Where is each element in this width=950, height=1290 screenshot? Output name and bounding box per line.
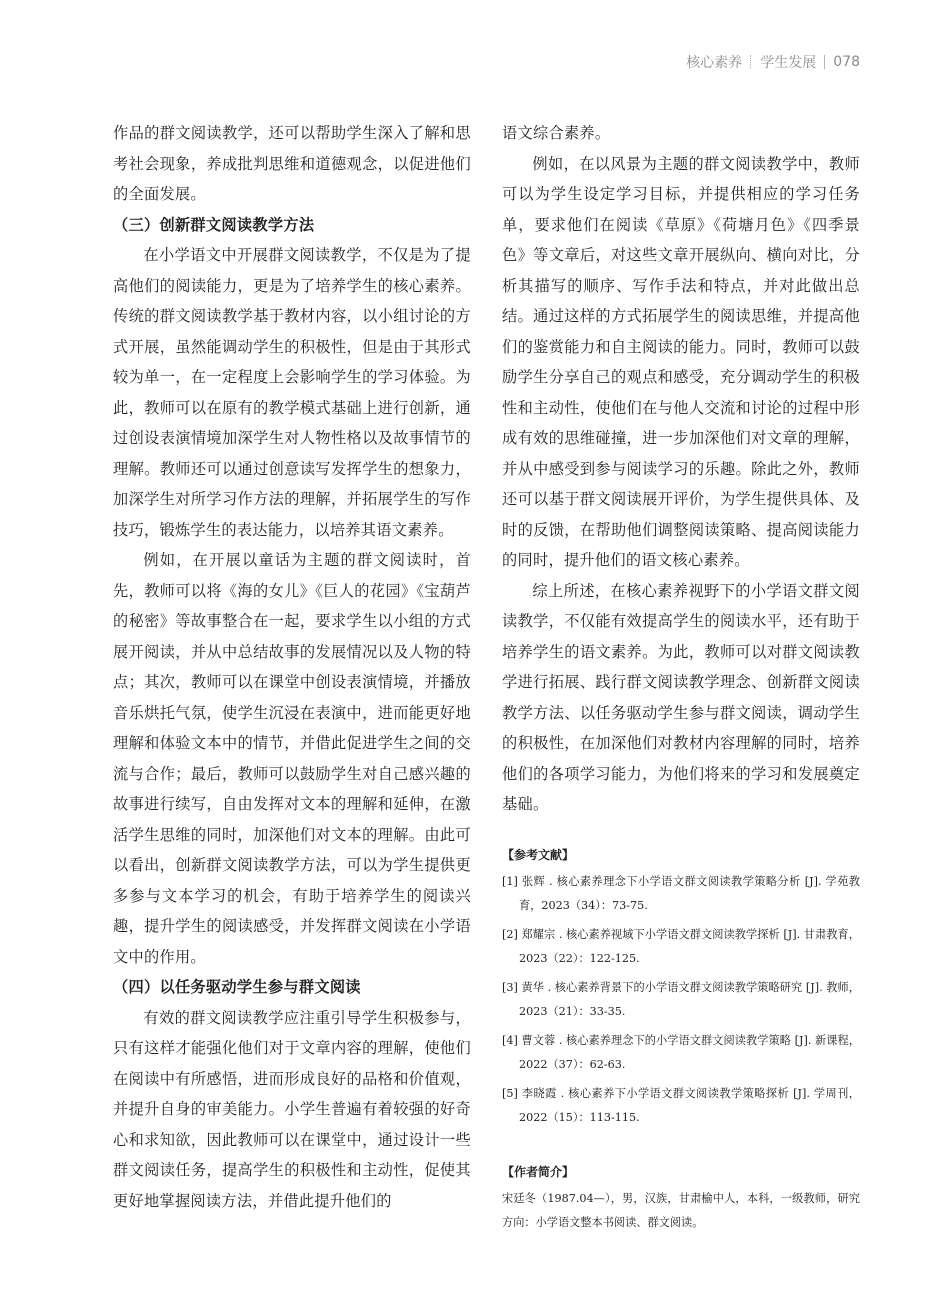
- subsection-label: 学生发展: [760, 55, 817, 71]
- paragraph: 例如，在开展以童话为主题的群文阅读时，首先，教师可以将《海的女儿》《巨人的花园》《宝葫芦的秘密》等故事整合在一起，要求学生以小组的方式展开阅读，并从中总结故事的发展情况以及人物的特点；其次，教师可以在课堂中创设表演情境，并播放音乐烘托气氛，使学生沉浸在表演中，进而能更好地理解和体验文本中的情节，并借此促进学生之间的交流与合作；最后，教师可以鼓励学生对自己感兴趣的故事进行续写，自由发挥对文本的理解和延伸，在激活学生思维的同时，加深他们对文本的理解。由此可以看出，创新群文阅读教学方法，可以为学生提供更多参与文本学习的机会，有助于培养学生的阅读兴趣，提升学生的阅读感受，并发挥群文阅读在小学语文中的作用。: [113, 551, 471, 966]
- left-column: [113, 118, 471, 1216]
- page-header: [686, 52, 860, 72]
- reference-item: [2] 郑耀宗 . 核心素养视域下小学语文群文阅读教学探析 [J]. 甘肃教育，2023（22）：122-125.: [502, 927, 860, 965]
- reference-item: [5] 李晓霞 . 核心素养下小学语文群文阅读教学策略探析 [J]. 学周刊，2022（15）：113-115.: [502, 1086, 860, 1124]
- reference-item: [3] 黄华 . 核心素养背景下的小学语文群文阅读教学策略研究 [J]. 教师，2023（21）：33-35.: [502, 980, 860, 1018]
- paragraph: 语文综合素养。: [502, 124, 611, 142]
- reference-item: [1] 张辉 . 核心素养理念下小学语文群文阅读教学策略分析 [J]. 学苑教育，2023（34）：73-75.: [502, 874, 860, 912]
- header-divider: [824, 55, 825, 69]
- author-title: 【作者简介】: [502, 1164, 575, 1179]
- author-bio: 宋廷冬（1987.04—），男，汉族，甘肃榆中人，本科，一级教师，研究方向：小学语文整本书阅读、群文阅读。: [502, 1191, 860, 1229]
- section-heading: （三）创新群文阅读教学方法: [113, 215, 315, 234]
- paragraph: 作品的群文阅读教学，还可以帮助学生深入了解和思考社会现象，养成批判思维和道德观念，以促进他们的全面发展。: [113, 124, 471, 203]
- page-number: 078: [833, 54, 860, 70]
- right-column: [502, 118, 860, 1236]
- paragraph: 有效的群文阅读教学应注重引导学生积极参与，只有这样才能强化他们对于文章内容的理解，使他们在阅读中有所感悟，进而形成良好的品格和价值观，并提升自身的审美能力。小学生普遍有着较强的好奇心和求知欲，因此教师可以在课堂中，通过设计一些群文阅读任务，提高学生的积极性和主动性，促使其更好地掌握阅读方法，并借此提升他们的: [113, 1008, 471, 1210]
- paragraph: 综上所述，在核心素养视野下的小学语文群文阅读教学，不仅能有效提高学生的阅读水平，还有助于培养学生的语文素养。为此，教师可以对群文阅读教学进行拓展、践行群文阅读教学理念、创新群文阅读教学方法、以任务驱动学生参与群文阅读，调动学生的积极性，在加深他们对教材内容理解的同时，培养他们的各项学习能力，为他们将来的学习和发展奠定基础。: [502, 581, 860, 813]
- references-title: 【参考文献】: [502, 847, 575, 862]
- header-divider: [750, 55, 752, 69]
- section-heading: （四）以任务驱动学生参与群文阅读: [113, 978, 361, 996]
- paragraph: 在小学语文中开展群文阅读教学，不仅是为了提高他们的阅读能力，更是为了培养学生的核心素养。传统的群文阅读教学基于教材内容，以小组讨论的方式开展，虽然能调动学生的积极性，但是由于其形式较为单一，在一定程度上会影响学生的学习体验。为此，教师可以在原有的教学模式基础上进行创新，通过创设表演情境加深学生对人物性格以及故事情节的理解。教师还可以通过创意读写发挥学生的想象力，加深学生对所学习作方法的理解，并拓展学生的写作技巧，锻炼学生的表达能力，以培养其语文素养。: [113, 246, 471, 539]
- section-label: 核心素养: [686, 55, 743, 71]
- reference-item: [4] 曹文蓉 . 核心素养理念下的小学语文群文阅读教学策略 [J]. 新课程，2022（37）：62-63.: [502, 1033, 860, 1071]
- paragraph: 例如，在以风景为主题的群文阅读教学中，教师可以为学生设定学习目标，并提供相应的学习任务单，要求他们在阅读《草原》《荷塘月色》《四季景色》等文章后，对这些文章开展纵向、横向对比，分析其描写的顺序、写作手法和特点，并对此做出总结。通过这样的方式拓展学生的阅读思维，并提高他们的鉴赏能力和自主阅读的能力。同时，教师可以鼓励学生分享自己的观点和感受，充分调动学生的积极性和主动性，使他们在与他人交流和讨论的过程中形成有效的思维碰撞，进一步加深他们对文章的理解，并从中感受到参与阅读学习的乐趣。除此之外，教师还可以基于群文阅读展开评价，为学生提供具体、及时的反馈，在帮助他们调整阅读策略、提高阅读能力的同时，提升他们的语文核心素养。: [502, 154, 860, 569]
